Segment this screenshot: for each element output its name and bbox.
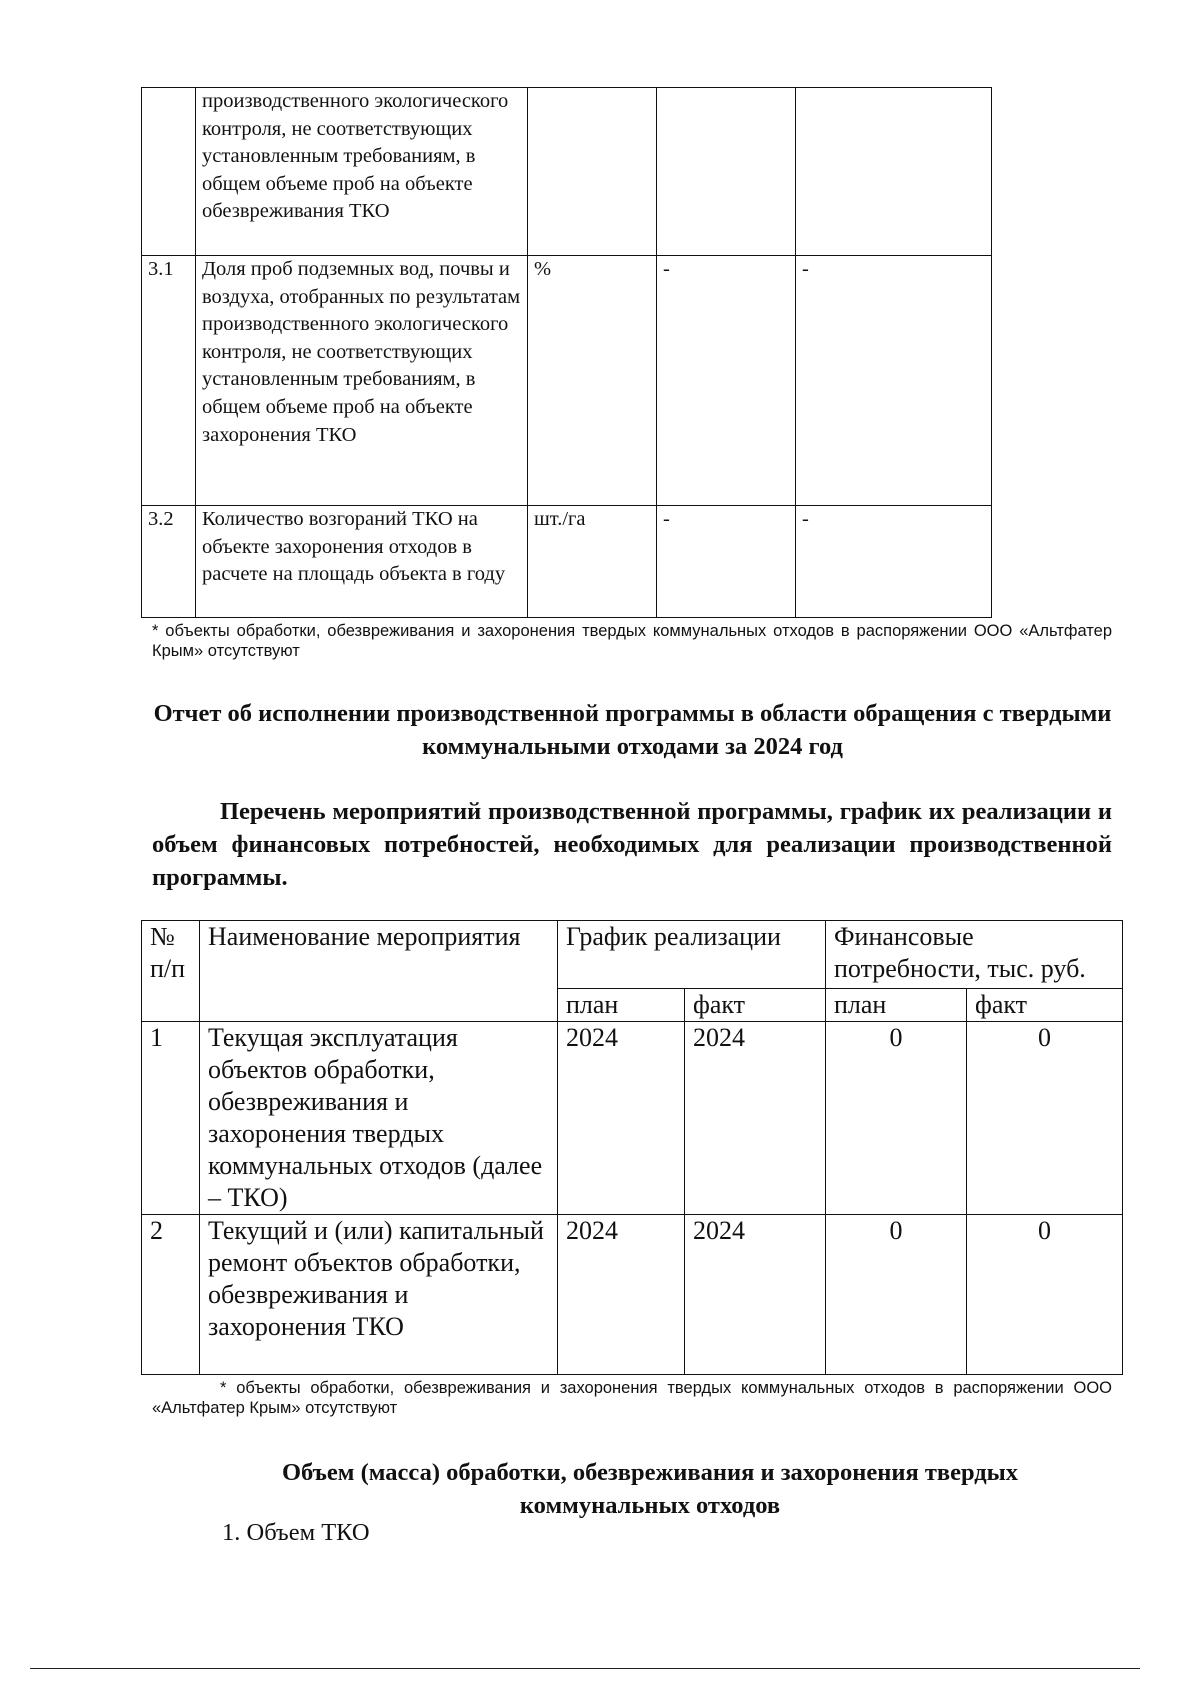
table-row xyxy=(142,506,992,618)
finance-fact: 0 xyxy=(967,1022,1123,1215)
indicator-name: производственного экологического контроля, не соответствующих установленным требованиям, в общем объеме проб на объекте обезвреживания ТКО xyxy=(196,88,528,256)
indicator-fact: - xyxy=(796,256,992,506)
measure-name: Текущая эксплуатация объектов обработки, обезвреживания и захоронения твердых коммунальных отходов (далее – ТКО) xyxy=(200,1022,558,1215)
table-row xyxy=(142,88,992,256)
row-number: 3.2 xyxy=(142,506,196,618)
finance-plan: 0 xyxy=(826,1022,967,1215)
schedule-plan: 2024 xyxy=(558,1022,685,1215)
header-schedule: График реализации xyxy=(558,921,826,989)
table-header-row xyxy=(142,921,1123,989)
table-row xyxy=(142,1022,1123,1215)
header-finance-fact: факт xyxy=(967,989,1123,1022)
indicator-unit: шт./га xyxy=(528,506,657,618)
indicator-unit: % xyxy=(528,256,657,506)
footnote-1: * объекты обработки, обезвреживания и захоронения твердых коммунальных отходов в распоряжении ООО «Альтфатер Крым» отсутствуют xyxy=(152,622,1112,660)
table-row xyxy=(142,256,992,506)
header-finance-plan: план xyxy=(826,989,967,1022)
footnote-2: * объекты обработки, обезвреживания и захоронения твердых коммунальных отходов в распоряжении ООО «Альтфатер Крым» отсутствуют xyxy=(152,1379,1112,1417)
indicator-plan: - xyxy=(657,506,796,618)
row-number xyxy=(142,88,196,256)
header-finance: Финансовые потребности, тыс. руб. xyxy=(826,921,1123,989)
measures-heading: Перечень мероприятий производственной программы, график их реализации и объем финансовых потребностей, необходимых для реализации производственной программы. xyxy=(152,798,1112,891)
schedule-fact: 2024 xyxy=(685,1022,826,1215)
indicator-plan: - xyxy=(657,256,796,506)
report-title: Отчет об исполнении производственной программы в области обращения с твердыми коммунальными отходами за 2024 год xyxy=(153,700,1112,760)
header-measure-name: Наименование мероприятия xyxy=(200,921,558,1022)
row-number: 1 xyxy=(142,1022,200,1215)
header-number: № п/п xyxy=(142,921,200,1022)
volume-item: 1. Объем ТКО xyxy=(222,1519,370,1546)
indicator-name: Доля проб подземных вод, почвы и воздуха, отобранных по результатам производственного экологического контроля, не соответствующих установленным требованиям, в общем объеме проб на объекте захоронения ТКО xyxy=(196,256,528,506)
schedule-plan: 2024 xyxy=(558,1215,685,1375)
row-number: 2 xyxy=(142,1215,200,1375)
row-number: 3.1 xyxy=(142,256,196,506)
measures-table xyxy=(141,920,1123,1375)
schedule-fact: 2024 xyxy=(685,1215,826,1375)
header-schedule-fact: факт xyxy=(685,989,826,1022)
indicator-fact xyxy=(796,88,992,256)
measure-name: Текущий и (или) капитальный ремонт объектов обработки, обезвреживания и захоронения ТКО xyxy=(200,1215,558,1375)
indicator-name: Количество возгораний ТКО на объекте захоронения отходов в расчете на площадь объекта в году xyxy=(196,506,528,618)
finance-plan: 0 xyxy=(826,1215,967,1375)
volume-title: Объем (масса) обработки, обезвреживания и захоронения твердых коммунальных отходов xyxy=(281,1459,1019,1519)
table-row xyxy=(142,1215,1123,1375)
indicator-unit xyxy=(528,88,657,256)
page-bottom-rule xyxy=(30,1668,1140,1669)
header-schedule-plan: план xyxy=(558,989,685,1022)
indicators-table xyxy=(141,87,992,618)
indicator-fact: - xyxy=(796,506,992,618)
indicator-plan xyxy=(657,88,796,256)
finance-fact: 0 xyxy=(967,1215,1123,1375)
